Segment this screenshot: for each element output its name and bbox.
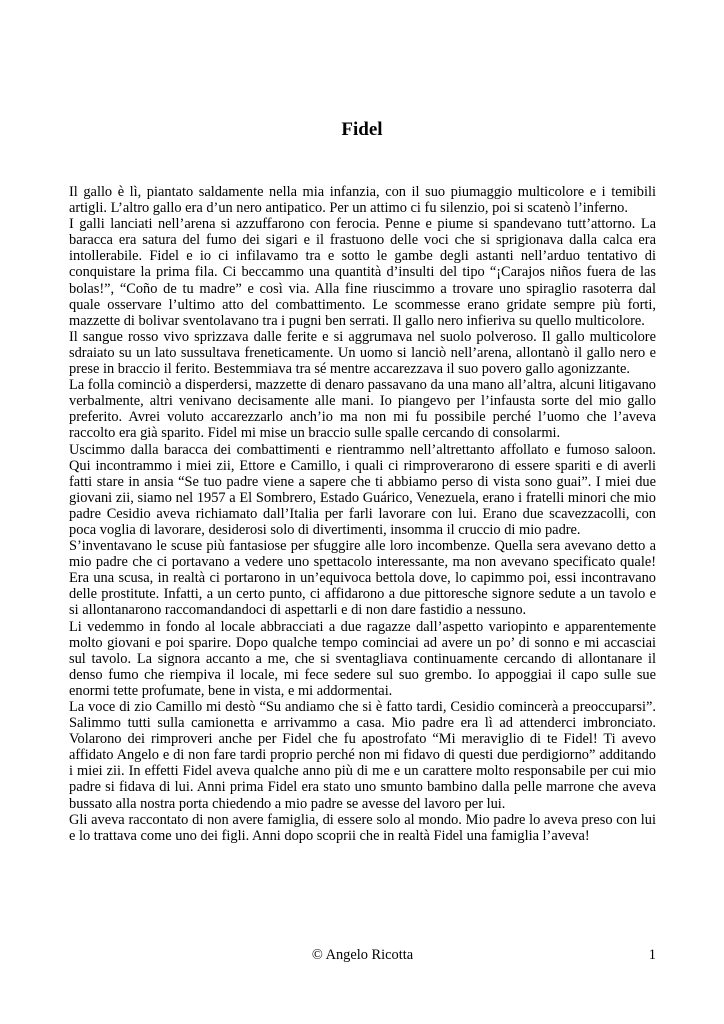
document-body [69,184,656,844]
paragraph-2: I galli lanciati nell’arena si azzuffarono con ferocia. Penne e piume si spandevano tutt’attorno. La baracca era satura del fumo dei sigari e il frastuono delle voci che si sprigionava dalla calca era intollerabile. Fidel e io ci infilavamo tra e sotto le gambe degli astanti nell’arduo tentativo di conquistare la prima fila. Ci beccammo una quantità d’insulti del tipo “¡Carajos niños fuera de las bolas!”, “Coño de tu madre” e così via. Alla fine riuscimmo a trovare uno spiraglio rasoterra dal quale osservare l’ultimo atto del combattimento. Le scommesse erano gridate sempre più forti, mazzette di bolivar sventolavano tra i pugni ben serrati. Il gallo nero infieriva su quello multicolore. [69,216,656,329]
paragraph-7: Li vedemmo in fondo al locale abbracciati a due ragazze dall’aspetto variopinto e apparentemente molto giovani e poi sparire. Dopo qualche tempo cominciai ad avere un po’ di sonno e mi accasciai sul tavolo. La signora accanto a me, che si sventagliava continuamente cercando di allontanare il denso fumo che riempiva il locale, mi fece sedere sul suo grembo. Io appoggiai il capo sulle sue enormi tette profumate, bene in vista, e mi addormentai. [69,618,656,699]
paragraph-9: Gli aveva raccontato di non avere famiglia, di essere solo al mondo. Mio padre lo aveva preso con lui e lo trattava come uno dei figli. Anni dopo scoprii che in realtà Fidel una famiglia l’aveva! [69,811,656,844]
page-number: 1 [648,947,656,963]
footer-author: © Angelo Ricotta [311,947,414,963]
paragraph-3: Il sangue rosso vivo sprizzava dalle ferite e si aggrumava nel suolo polveroso. Il gallo multicolore sdraiato su un lato sussultava freneticamente. Un uomo si lanciò nell’arena, allontanò il gallo nero e prese in braccio il ferito. Bestemmiava tra sé mentre accarezzava il suo povero gallo agonizzante. [69,328,656,378]
paragraph-8: La voce di zio Camillo mi destò “Su andiamo che si è fatto tardi, Cesidio comincerà a preoccuparsi”. Salimmo tutti sulla camionetta e arrivammo a casa. Mio padre era lì ad attenderci imbronciato. Volarono dei rimproveri anche per Fidel che fu apostrofato “Mi meraviglio di te Fidel! Ti avevo affidato Angelo e di non fare tardi proprio perché non mi fidavo di questi due perdigiorno” additando i miei zii. In effetti Fidel aveva qualche anno più di me e un carattere molto responsabile per cui mio padre si fidava di lui. Anni prima Fidel era stato uno smunto bambino dalla pelle marrone che aveva bussato alla nostra porta chiedendo a mio padre se avesse del lavoro per lui. [69,699,656,812]
paragraph-6: S’inventavano le scuse più fantasiose per sfuggire alle loro incombenze. Quella sera avevano detto a mio padre che ci portavano a vedere uno spettacolo interessante, ma non avevano specificato quale! Era una scusa, in realtà ci portarono in un’equivoca bettola dove, lo capimmo poi, essi incontravano delle prostitute. Infatti, a un certo punto, ci affidarono a due pittoresche signore sedute a un tavolo e si allontanarono raccomandandoci di aspettarli e di non dare fastidio a nessuno. [69,538,656,619]
paragraph-1: Il gallo è lì, piantato saldamente nella mia infanzia, con il suo piumaggio multicolore e i temibili artigli. L’altro gallo era d’un nero antipatico. Per un attimo ci fu silenzio, poi si scatenò l’inferno. [69,184,656,217]
paragraph-4: La folla cominciò a disperdersi, mazzette di denaro passavano da una mano all’altra, alcuni litigavano verbalmente, altri venivano decisamente alle mani. Io piangevo per l’infausta sorte del mio gallo preferito. Avrei voluto accarezzarlo anch’io ma non mi fu possibile perché l’uomo che l’aveva raccolto era già sparito. Fidel mi mise un braccio sulle spalle cercando di consolarmi. [69,377,656,442]
page-footer [69,947,656,965]
document-title: Fidel [341,119,383,140]
paragraph-5: Uscimmo dalla baracca dei combattimenti e rientrammo nell’altrettanto affollato e fumoso saloon. Qui incontrammo i miei zii, Ettore e Camillo, i quali ci rimproverarono di essere spariti e di averli fatti stare in ansia “Se tuo padre viene a sapere che ti abbiamo perso di vista sono guai”. I miei due giovani zii, siamo nel 1957 a El Sombrero, Estado Guárico, Venezuela, erano i fratelli minori che mio padre Cesidio aveva richiamato dall’Italia per farli lavorare con lui. Erano due scavezzacolli, con poca voglia di lavorare, desiderosi solo di divertimenti, insomma il cruccio di mio padre. [69,441,656,538]
